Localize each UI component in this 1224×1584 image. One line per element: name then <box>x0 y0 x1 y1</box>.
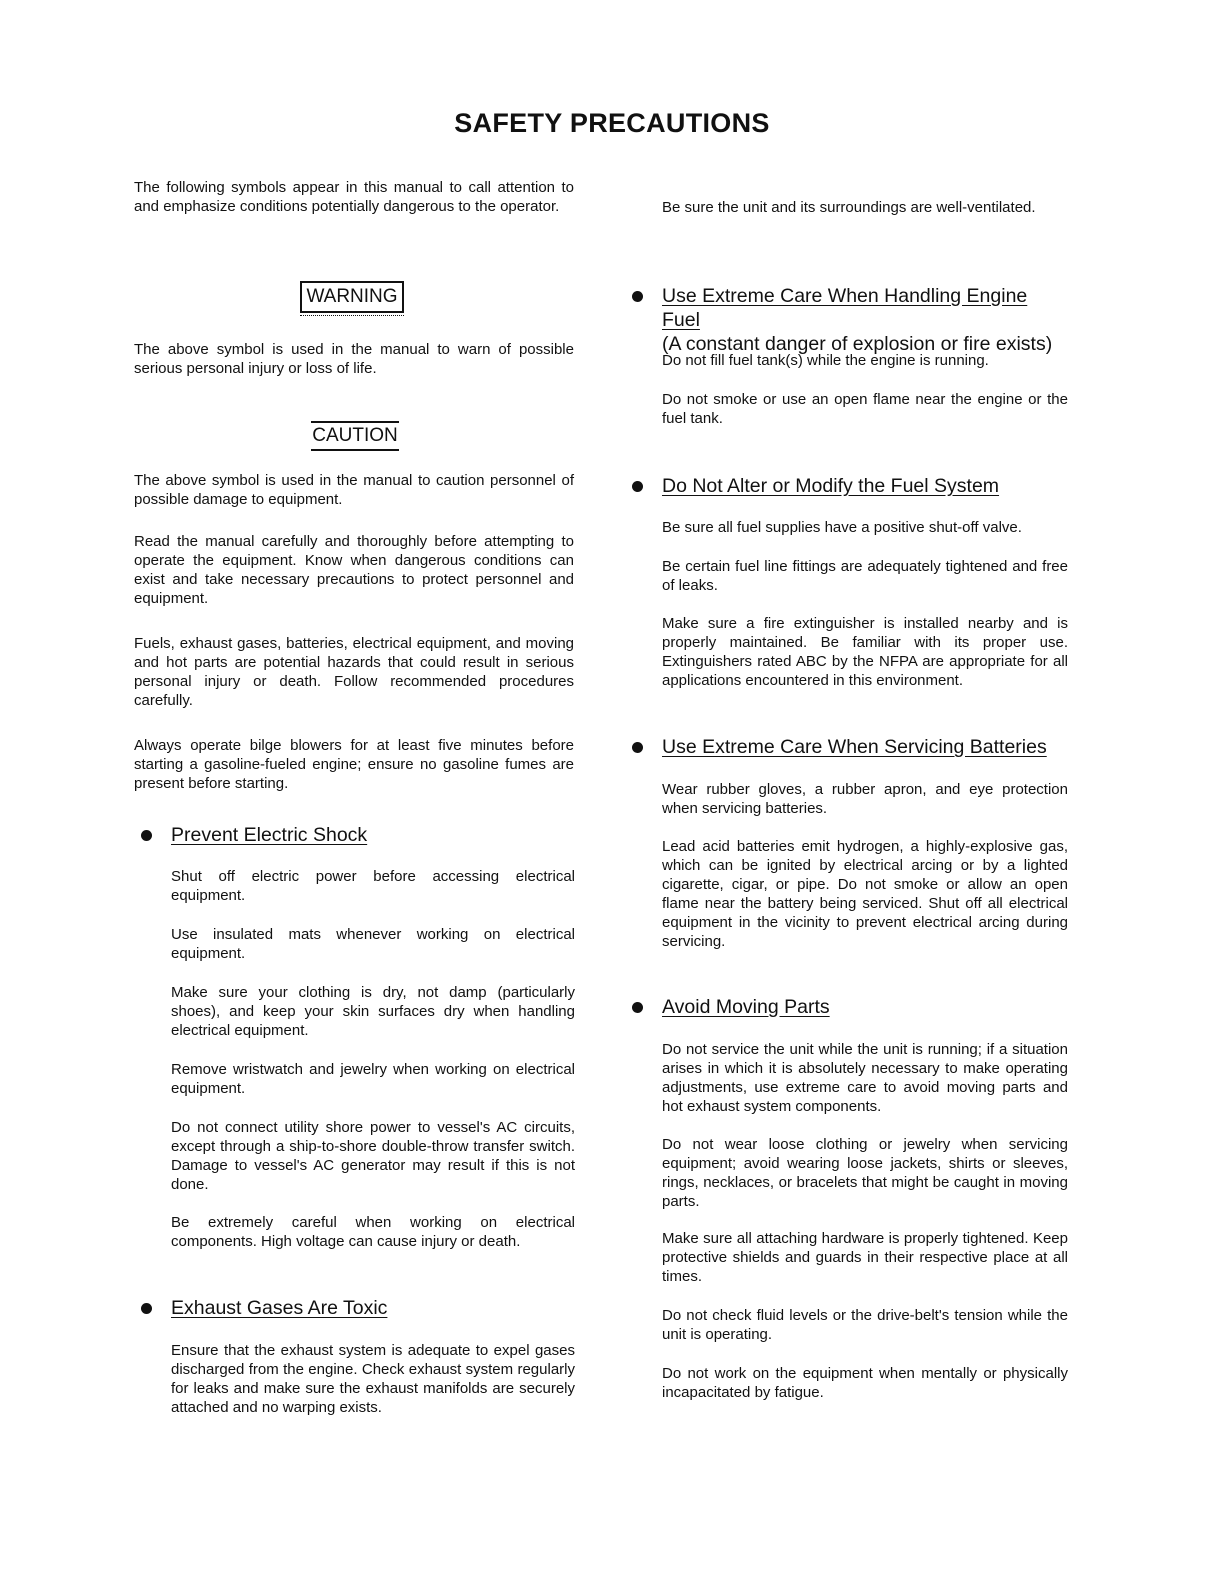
fuel-system-paragraph-2: Be certain fuel line fittings are adequately tightened and free of leaks. <box>662 558 1068 594</box>
section-heading: Do Not Alter or Modify the Fuel System <box>662 474 1068 498</box>
warning-symbol: WARNING <box>300 281 404 313</box>
section-electric-shock <box>171 823 575 847</box>
shock-paragraph-5: Do not connect utility shore power to vessel's AC circuits, except through a ship-to-shore double-throw transfer switch. Damage to vessel's AC generator may result if this is not done. <box>171 1119 575 1193</box>
fuel-system-paragraph-3: Make sure a fire extinguisher is installed nearby and is properly maintained. Be familiar with its proper use. Extinguishers rated ABC by the NFPA are appropriate for all applications encountered in this environment. <box>662 615 1068 689</box>
section-engine-fuel <box>662 284 1068 356</box>
shock-paragraph-4: Remove wristwatch and jewelry when working on electrical equipment. <box>171 1061 575 1097</box>
shock-paragraph-6: Be extremely careful when working on electrical components. High voltage can cause injury or death. <box>171 1214 575 1250</box>
bullet-icon <box>632 291 643 302</box>
section-heading: Prevent Electric Shock <box>171 823 575 847</box>
bullet-icon <box>632 1002 643 1013</box>
batteries-paragraph-1: Wear rubber gloves, a rubber apron, and eye protection when servicing batteries. <box>662 781 1068 817</box>
intro-paragraph: The following symbols appear in this manual to call attention to and emphasize conditions potentially dangerous to the operator. <box>134 179 574 215</box>
bullet-icon <box>141 830 152 841</box>
moving-paragraph-2: Do not wear loose clothing or jewelry when servicing equipment; avoid wearing loose jackets, shirts or sleeves, rings, necklaces, or bracelets that might be caught in moving parts. <box>662 1136 1068 1210</box>
shock-paragraph-1: Shut off electric power before accessing electrical equipment. <box>171 868 575 904</box>
shock-paragraph-3: Make sure your clothing is dry, not damp (particularly shoes), and keep your skin surfaces dry when handling electrical equipment. <box>171 984 575 1039</box>
bullet-icon <box>632 742 643 753</box>
bullet-icon <box>632 481 643 492</box>
hazards-paragraph: Fuels, exhaust gases, batteries, electrical equipment, and moving and hot parts are potential hazards that could result in serious personal injury or death. Follow recommended procedures carefully. <box>134 635 574 709</box>
bullet-icon <box>141 1303 152 1314</box>
caution-description: The above symbol is used in the manual to caution personnel of possible damage to equipment. <box>134 472 574 508</box>
moving-paragraph-4: Do not check fluid levels or the drive-belt's tension while the unit is operating. <box>662 1307 1068 1343</box>
fuel-paragraph-1: Do not fill fuel tank(s) while the engine is running. <box>662 352 989 369</box>
section-exhaust <box>171 1296 575 1320</box>
moving-paragraph-5: Do not work on the equipment when mentally or physically incapacitated by fatigue. <box>662 1365 1068 1401</box>
section-heading: Exhaust Gases Are Toxic <box>171 1296 575 1320</box>
section-heading: Use Extreme Care When Handling Engine Fuel <box>662 284 1068 332</box>
batteries-paragraph-2: Lead acid batteries emit hydrogen, a highly-explosive gas, which can be ignited by electrical arcing or by a lighted cigarette, cigar, or pipe. Do not smoke or allow an open flame near the battery being serviced. Shut off all electrical equipment in the vicinity to prevent electrical arcing during servicing. <box>662 838 1068 950</box>
read-manual-paragraph: Read the manual carefully and thoroughly before attempting to operate the equipment. Know when dangerous conditions can exist and take necessary precautions to protect personnel and equipment. <box>134 533 574 607</box>
caution-symbol: CAUTION <box>311 421 399 451</box>
section-heading: Avoid Moving Parts <box>662 995 1068 1019</box>
page-title: SAFETY PRECAUTIONS <box>454 108 770 138</box>
moving-paragraph-3: Make sure all attaching hardware is properly tightened. Keep protective shields and guards in their respective place at all times. <box>662 1230 1068 1285</box>
section-heading: Use Extreme Care When Servicing Batteries <box>662 735 1068 759</box>
shock-paragraph-2: Use insulated mats whenever working on electrical equipment. <box>171 926 575 962</box>
ventilation-paragraph: Be sure the unit and its surroundings are well-ventilated. <box>662 199 1036 216</box>
exhaust-paragraph-1: Ensure that the exhaust system is adequate to expel gases discharged from the engine. Check exhaust system regularly for leaks and make sure the exhaust manifolds are securely attached and no warping exists. <box>171 1342 575 1416</box>
section-fuel-system <box>662 474 1068 498</box>
warning-description: The above symbol is used in the manual to warn of possible serious personal injury or loss of life. <box>134 341 574 377</box>
section-batteries <box>662 735 1068 759</box>
bilge-paragraph: Always operate bilge blowers for at least five minutes before starting a gasoline-fueled engine; ensure no gasoline fumes are present before starting. <box>134 737 574 792</box>
section-moving-parts <box>662 995 1068 1019</box>
section-subheading: (A constant danger of explosion or fire exists) <box>662 333 1053 355</box>
moving-paragraph-1: Do not service the unit while the unit is running; if a situation arises in which it is absolutely necessary to make operating adjustments, use extreme care to avoid moving parts and hot exhaust system components. <box>662 1041 1068 1115</box>
fuel-paragraph-2: Do not smoke or use an open flame near the engine or the fuel tank. <box>662 391 1068 427</box>
fuel-system-paragraph-1: Be sure all fuel supplies have a positive shut-off valve. <box>662 519 1022 536</box>
